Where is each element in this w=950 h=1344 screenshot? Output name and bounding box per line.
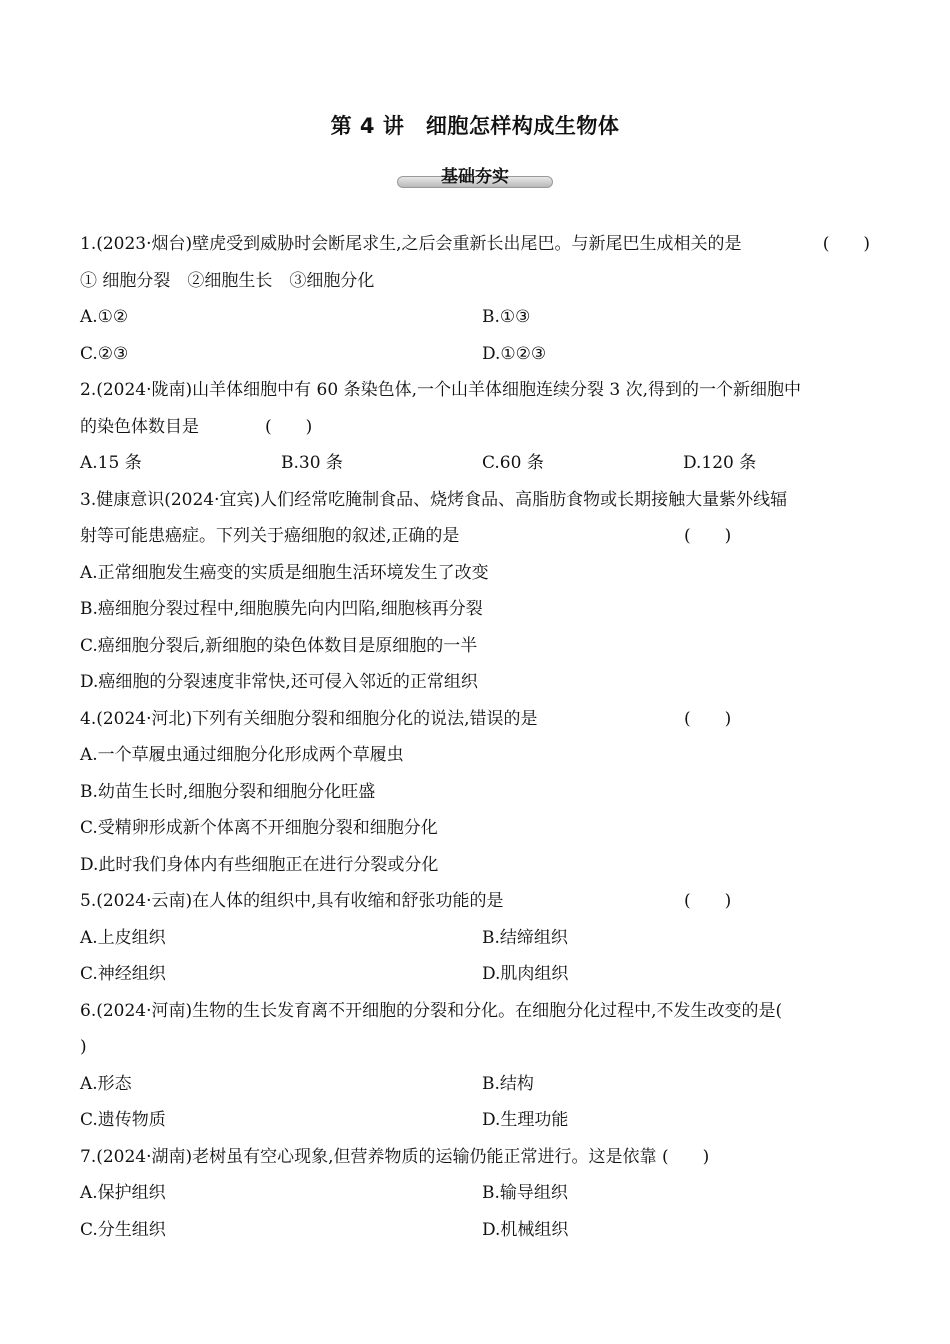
question-list xyxy=(80,226,870,1248)
q4-stem: 4.(2024·河北)下列有关细胞分裂和细胞分化的说法,错误的是 xyxy=(80,708,538,729)
q1-stem: 1.(2023·烟台)壁虎受到威胁时会断尾求生,之后会重新长出尾巴。与新尾巴生成相关的是 xyxy=(80,234,742,254)
q5-option-d: D.肌肉组织 xyxy=(482,964,569,984)
q2-stem-line-2 xyxy=(80,409,870,446)
q2-option-d: D.120 条 xyxy=(683,453,757,473)
q5-options-row-2 xyxy=(80,956,870,993)
q4-stem-line xyxy=(80,701,870,738)
q1-stem-line xyxy=(80,226,870,263)
q3-option-a: A.正常细胞发生癌变的实质是细胞生活环境发生了改变 xyxy=(80,562,489,583)
q4-option-b: B.幼苗生长时,细胞分裂和细胞分化旺盛 xyxy=(80,781,376,802)
q2-answer-blank: ( ) xyxy=(265,416,313,437)
q1-option-a: A.①② xyxy=(80,307,129,327)
q3-option-b: B.癌细胞分裂过程中,细胞膜先向内凹陷,细胞核再分裂 xyxy=(80,599,483,619)
q3-option-c: C.癌细胞分裂后,新细胞的染色体数目是原细胞的一半 xyxy=(80,635,478,656)
q2-stem-line-1: 2.(2024·陇南)山羊体细胞中有 60 条染色体,一个山羊体细胞连续分裂 3 次,得到的一个新细胞中 xyxy=(80,380,802,400)
q6-options-row-1 xyxy=(80,1066,870,1103)
q7-option-a: A.保护组织 xyxy=(80,1183,166,1203)
q3-stem: 射等可能患癌症。下列关于癌细胞的叙述,正确的是 xyxy=(80,526,460,546)
q6-stem-line-2: ) xyxy=(80,1037,87,1057)
q7-stem-line xyxy=(80,1139,870,1176)
q3-stem-line-2 xyxy=(80,518,870,555)
q2-option-b: B.30 条 xyxy=(281,453,343,473)
q1-options-row-2 xyxy=(80,336,870,373)
q1-option-d: D.①②③ xyxy=(482,343,547,364)
q4-option-c: C.受精卵形成新个体离不开细胞分裂和细胞分化 xyxy=(80,818,438,838)
q1-answer-blank: ( ) xyxy=(822,234,870,254)
q4-option-d: D.此时我们身体内有些细胞正在进行分裂或分化 xyxy=(80,854,439,875)
q4-answer-blank: ( ) xyxy=(684,708,732,729)
q5-option-a: A.上皮组织 xyxy=(80,927,166,948)
q2-option-a: A.15 条 xyxy=(80,453,142,473)
q3-option-d: D.癌细胞的分裂速度非常快,还可侵入邻近的正常组织 xyxy=(80,672,478,692)
q6-stem-line-1: 6.(2024·河南)生物的生长发育离不开细胞的分裂和分化。在细胞分化过程中,不发生改变的是( xyxy=(80,1000,783,1021)
q7-option-c: C.分生组织 xyxy=(80,1219,166,1240)
q7-options-row-2 xyxy=(80,1212,870,1249)
q6-option-d: D.生理功能 xyxy=(482,1110,569,1130)
q6-options-row-2 xyxy=(80,1102,870,1139)
q2-stem: 的染色体数目是 xyxy=(80,416,199,437)
q1-option-c: C.②③ xyxy=(80,343,129,364)
q7-option-b: B.输导组织 xyxy=(482,1183,568,1203)
q7-answer-blank: ( ) xyxy=(661,1146,710,1167)
q1-options-row-1 xyxy=(80,299,870,336)
section-badge xyxy=(397,162,553,190)
q6-option-c: C.遗传物质 xyxy=(80,1110,166,1130)
q2-option-c: C.60 条 xyxy=(482,453,544,473)
q3-answer-blank: ( ) xyxy=(684,526,732,546)
q5-stem: 5.(2024·云南)在人体的组织中,具有收缩和舒张功能的是 xyxy=(80,891,504,911)
q4-option-a: A.一个草履虫通过细胞分化形成两个草履虫 xyxy=(80,745,404,765)
q7-option-d: D.机械组织 xyxy=(482,1219,569,1240)
q7-stem: 7.(2024·湖南)老树虽有空心现象,但营养物质的运输仍能正常进行。这是依靠 xyxy=(80,1146,657,1167)
q1-option-b: B.①③ xyxy=(482,307,531,327)
q6-option-b: B.结构 xyxy=(482,1073,534,1094)
q5-answer-blank: ( ) xyxy=(684,891,732,911)
q2-options-row xyxy=(80,445,870,482)
q6-option-a: A.形态 xyxy=(80,1073,132,1094)
page-title: 第 4 讲 细胞怎样构成生物体 xyxy=(330,114,620,138)
q1-items: ① 细胞分裂 ②细胞生长 ③细胞分化 xyxy=(80,270,375,291)
q7-options-row-1 xyxy=(80,1175,870,1212)
section-label: 基础夯实 xyxy=(441,167,509,187)
q3-stem-line-1: 3.健康意识(2024·宜宾)人们经常吃腌制食品、烧烤食品、高脂肪食物或长期接触大量紫外线辐 xyxy=(80,489,788,510)
q5-option-b: B.结缔组织 xyxy=(482,927,568,948)
q5-stem-line xyxy=(80,883,870,920)
q5-options-row-1 xyxy=(80,920,870,957)
q5-option-c: C.神经组织 xyxy=(80,964,166,984)
